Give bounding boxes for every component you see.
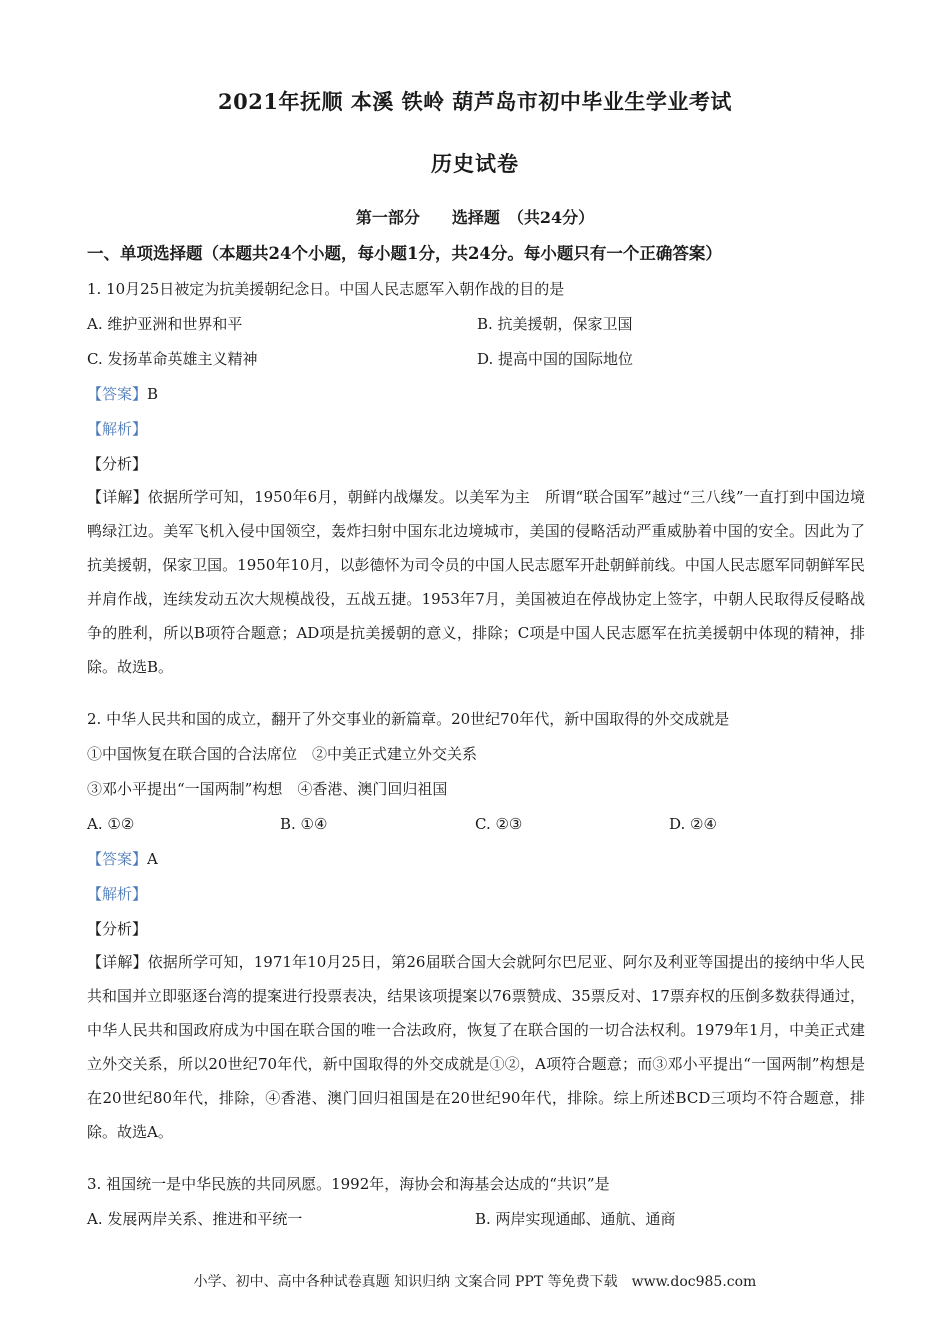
q1-stem: 1. 10月25日被定为抗美援朝纪念日。中国人民志愿军入朝作战的目的是 [87, 280, 565, 298]
q2-fenxi-tag: 【分析】 [87, 920, 148, 938]
q1-detail-tag: 【详解】 [87, 488, 148, 506]
q2-answer: A [147, 850, 158, 868]
q1-answer: B [147, 385, 159, 403]
q1-option-b: B. 抗美援朝，保家卫国 [477, 315, 633, 333]
q3-stem: 3. 祖国统一是中华民族的共同夙愿。1992年，海协会和海基会达成的“共识”是 [87, 1175, 610, 1193]
q2-detail-text: 依据所学可知，1971年10月25日，第26届联合国大会就阿尔巴尼亚、阿尔及利亚等国提出的接纳中华人民共和国并立即驱逐台湾的提案进行投票表决，结果该项提案以76票赞成、35票反对、17票弃权的压倒多数获得通过，中华人民共和国政府成为中国在联合国的唯一合法政府，恢复了在联合国的一切合法权利。1979年1月，中美正式建立外交关系，所以20世纪70年代，新中国取得的外交成就是①②，A项符合题意；而③邓小平提出“一国两制”构想是在20世纪80年代，排除，④香港、澳门回归祖国是在20世纪90年代，排除。综上所述BCD三项均不符合题意，排除。故选A。 [87, 953, 865, 1141]
q3-option-a: A. 发展两岸关系、推进和平统一 [87, 1210, 303, 1228]
q2-option-b: B. ①④ [280, 815, 328, 833]
q2-detail [87, 945, 865, 1149]
q1-detail [87, 480, 865, 684]
q2-analysis-row [87, 884, 147, 904]
exam-title: 2021年抚顺 本溪 铁岭 葫芦岛市初中毕业生学业考试 [218, 89, 732, 114]
q2-fenxi-row [87, 919, 147, 939]
section-heading: 一、单项选择题（本题共24个小题，每小题1分，共24分。每小题只有一个正确答案） [87, 244, 722, 263]
q2-answer-row [87, 849, 158, 869]
q2-option-a: A. ①② [87, 815, 135, 833]
q1-fenxi-row [87, 454, 147, 474]
q1-analysis-tag: 【解析】 [87, 420, 148, 438]
exam-subtitle: 历史试卷 [431, 151, 519, 176]
q1-answer-row [87, 384, 158, 404]
q2-items-line1: ①中国恢复在联合国的合法席位 ②中美正式建立外交关系 [87, 745, 478, 763]
q2-detail-tag: 【详解】 [87, 953, 148, 971]
q1-option-d: D. 提高中国的国际地位 [477, 350, 634, 368]
q1-analysis-row [87, 419, 147, 439]
q1-option-c: C. 发扬革命英雄主义精神 [87, 350, 258, 368]
q2-option-d: D. ②④ [669, 815, 717, 833]
part-heading: 第一部分 选择题 （共24分） [355, 208, 595, 227]
q3-option-b: B. 两岸实现通邮、通航、通商 [475, 1210, 676, 1228]
q2-answer-tag: 【答案】 [87, 850, 148, 868]
q2-option-c: C. ②③ [475, 815, 523, 833]
q1-fenxi-tag: 【分析】 [87, 455, 148, 473]
q1-answer-tag: 【答案】 [87, 385, 148, 403]
q2-items-line2: ③邓小平提出“一国两制”构想 ④香港、澳门回归祖国 [87, 780, 448, 798]
q2-analysis-tag: 【解析】 [87, 885, 148, 903]
q2-stem: 2. 中华人民共和国的成立，翻开了外交事业的新篇章。20世纪70年代，新中国取得的外交成就是 [87, 710, 730, 728]
q1-detail-text: 依据所学可知，1950年6月，朝鲜内战爆发。以美军为主 所谓“联合国军”越过“三八线”一直打到中国边境鸭绿江边。美军飞机入侵中国领空，轰炸扫射中国东北边境城市，美国的侵略活动严重威胁着中国的安全。因此为了抗美援朝，保家卫国。1950年10月，以彭德怀为司令员的中国人民志愿军开赴朝鲜前线。中国人民志愿军同朝鲜军民并肩作战，连续发动五次大规模战役，五战五捷。1953年7月，美国被迫在停战协定上签字，中朝人民取得反侵略战争的胜利，所以B项符合题意；AD项是抗美援朝的意义，排除；C项是中国人民志愿军在抗美援朝中体现的精神，排除。故选B。 [87, 488, 865, 676]
q1-option-a: A. 维护亚洲和世界和平 [87, 315, 243, 333]
page-footer: 小学、初中、高中各种试卷真题 知识归纳 文案合同 PPT 等免费下载 www.doc985.com [193, 1274, 757, 1290]
